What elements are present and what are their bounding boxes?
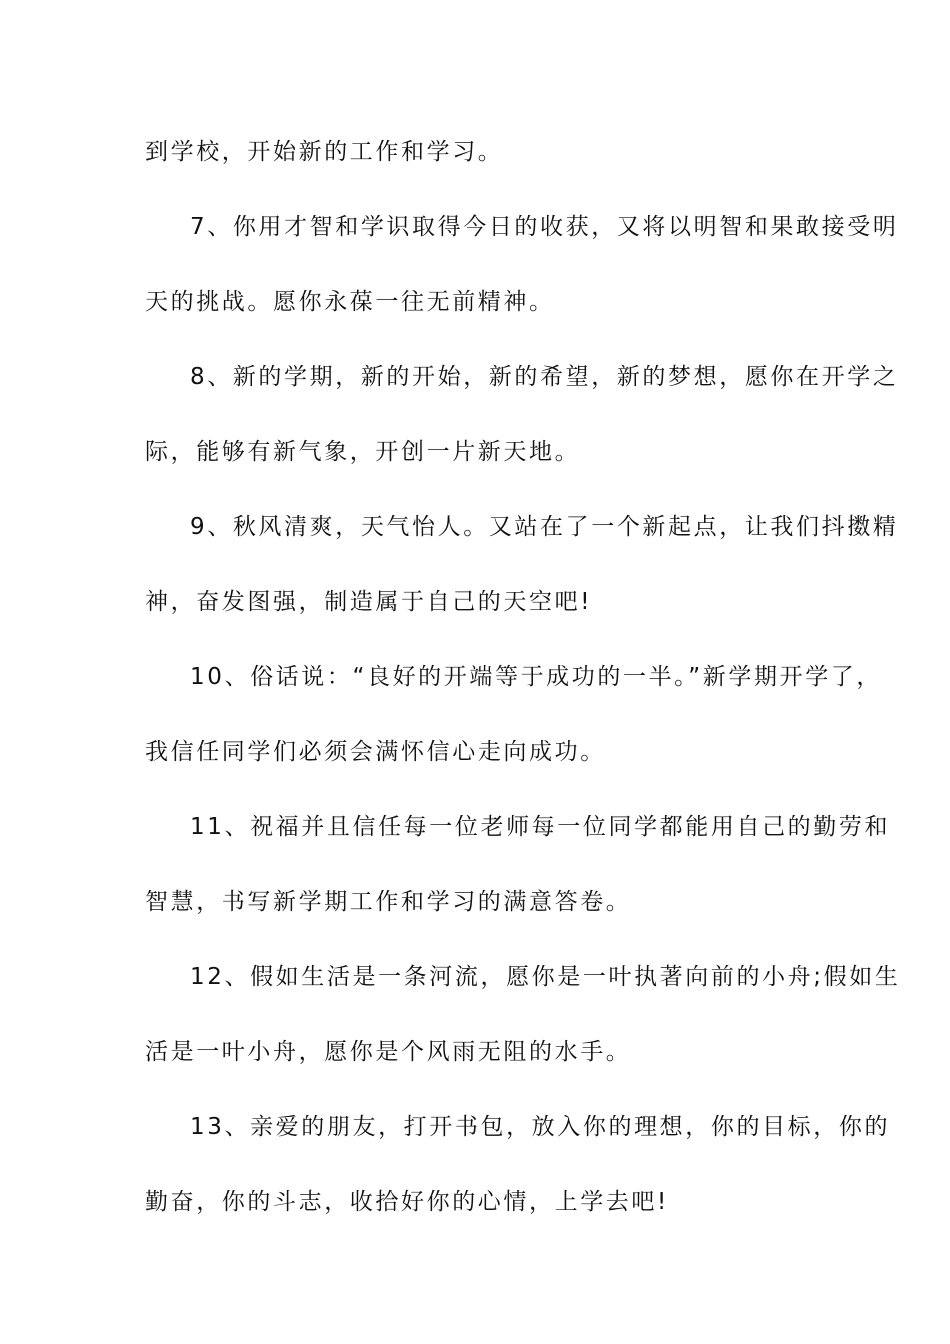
text-line-8: 10、俗话说：“良好的开端等于成功的一半。”新学期开学了， bbox=[190, 664, 882, 690]
text-line-1: 到学校，开始新的工作和学习。 bbox=[145, 139, 504, 165]
text-line-3: 天的挑战。愿你永葆一往无前精神。 bbox=[145, 289, 555, 315]
text-line-5: 际，能够有新气象，开创一片新天地。 bbox=[145, 439, 581, 465]
text-line-9: 我信任同学们必须会满怀信心走向成功。 bbox=[145, 739, 606, 765]
text-line-11: 智慧，书写新学期工作和学习的满意答卷。 bbox=[145, 889, 632, 915]
text-line-2: 7、你用才智和学识取得今日的收获，又将以明智和果敢接受明 bbox=[190, 214, 899, 240]
text-line-6: 9、秋风清爽，天气怡人。又站在了一个新起点，让我们抖擞精 bbox=[190, 514, 899, 540]
text-line-15: 勤奋，你的斗志，收拾好你的心情，上学去吧! bbox=[145, 1189, 669, 1215]
text-line-12: 12、假如生活是一条河流，愿你是一叶执著向前的小舟;假如生 bbox=[190, 964, 901, 990]
text-line-4: 8、新的学期，新的开始，新的希望，新的梦想，愿你在开学之 bbox=[190, 364, 899, 390]
text-line-7: 神，奋发图强，制造属于自己的天空吧! bbox=[145, 589, 593, 615]
text-line-13: 活是一叶小舟，愿你是个风雨无阻的水手。 bbox=[145, 1039, 632, 1065]
text-line-14: 13、亲爱的朋友，打开书包，放入你的理想，你的目标，你的 bbox=[190, 1114, 891, 1140]
text-line-10: 11、祝福并且信任每一位老师每一位同学都能用自己的勤劳和 bbox=[190, 814, 891, 840]
